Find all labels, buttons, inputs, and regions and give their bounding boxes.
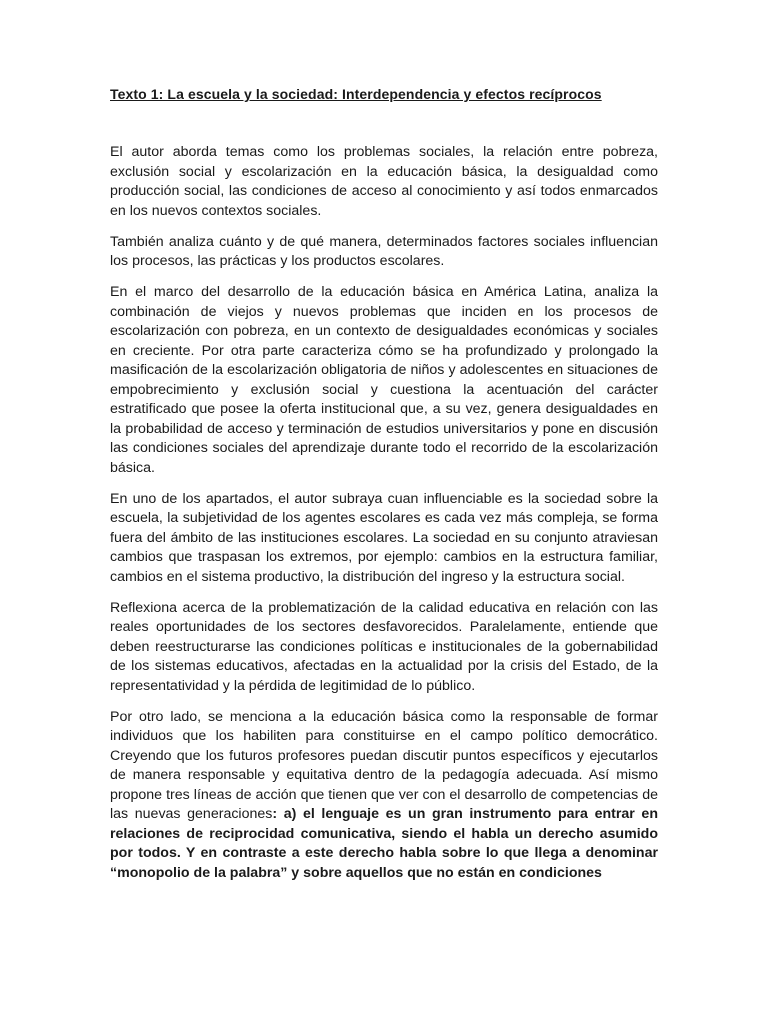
- paragraph-4: En uno de los apartados, el autor subraya cuan influenciable es la sociedad sobre la escuela, la subjetividad de los agentes escolares es cada vez más compleja, se forma fuera del ámbito de las instituciones escolares. La sociedad en su conjunto atraviesan cambios que traspasan los extremos, por ejemplo: cambios en la estructura familiar, cambios en el sistema productivo, la distribución del ingreso y la estructura social.: [110, 490, 658, 585]
- document-page: [110, 84, 658, 895]
- paragraph-2: También analiza cuánto y de qué manera, determinados factores sociales influencian los procesos, las prácticas y los productos escolares.: [110, 233, 658, 269]
- paragraph-6-regular: Por otro lado, se menciona a la educación básica como la responsable de formar individuos que los habiliten para constituirse en el campo político democrático. Creyendo que los futuros profesores puedan discutir puntos específicos y ejecutarlos de manera responsable y equitativa dentro de la pedagogía adecuada. Así mismo propone tres líneas de acción que tienen que ver con el desarrollo de competencias de las nuevas generaciones: [110, 708, 658, 822]
- document-title: Texto 1: La escuela y la sociedad: Interdependencia y efectos recíprocos: [110, 86, 602, 102]
- paragraph-5: Reflexiona acerca de la problematización de la calidad educativa en relación con las reales oportunidades de los sectores desfavorecidos. Paralelamente, entiende que deben reestructurarse las condiciones políticas e institucionales de la gobernabilidad de los sistemas educativos, afectadas en la actualidad por la crisis del Estado, de la representatividad y la pérdida de legitimidad de lo público.: [110, 599, 658, 694]
- paragraph-6-bold: : a) el lenguaje es un gran instrumento para entrar en relaciones de reciprocidad comunicativa, siendo el habla un derecho asumido por todos. Y en contraste a este derecho habla sobre lo que llega a denominar “monopolio de la palabra” y sobre aquellos que no están en condiciones: [110, 806, 658, 881]
- paragraph-3: En el marco del desarrollo de la educación básica en América Latina, analiza la combinación de viejos y nuevos problemas que inciden en los procesos de escolarización con pobreza, en un contexto de desigualdades económicas y sociales en creciente. Por otra parte caracteriza cómo se ha profundizado y prolongado la masificación de la escolarización obligatoria de niños y adolescentes en situaciones de empobrecimiento y exclusión social y cuestiona la acentuación del carácter estratificado que posee la oferta institucional que, a su vez, genera desigualdades en la probabilidad de acceso y terminación de estudios universitarios y pone en discusión las condiciones sociales del aprendizaje durante todo el recorrido de la escolarización básica.: [110, 284, 658, 476]
- paragraph-1: El autor aborda temas como los problemas sociales, la relación entre pobreza, exclusión social y escolarización en la educación básica, la desigualdad como producción social, las condiciones de acceso al conocimiento y así todos enmarcados en los nuevos contextos sociales.: [110, 144, 658, 219]
- paragraph-6: [110, 708, 658, 884]
